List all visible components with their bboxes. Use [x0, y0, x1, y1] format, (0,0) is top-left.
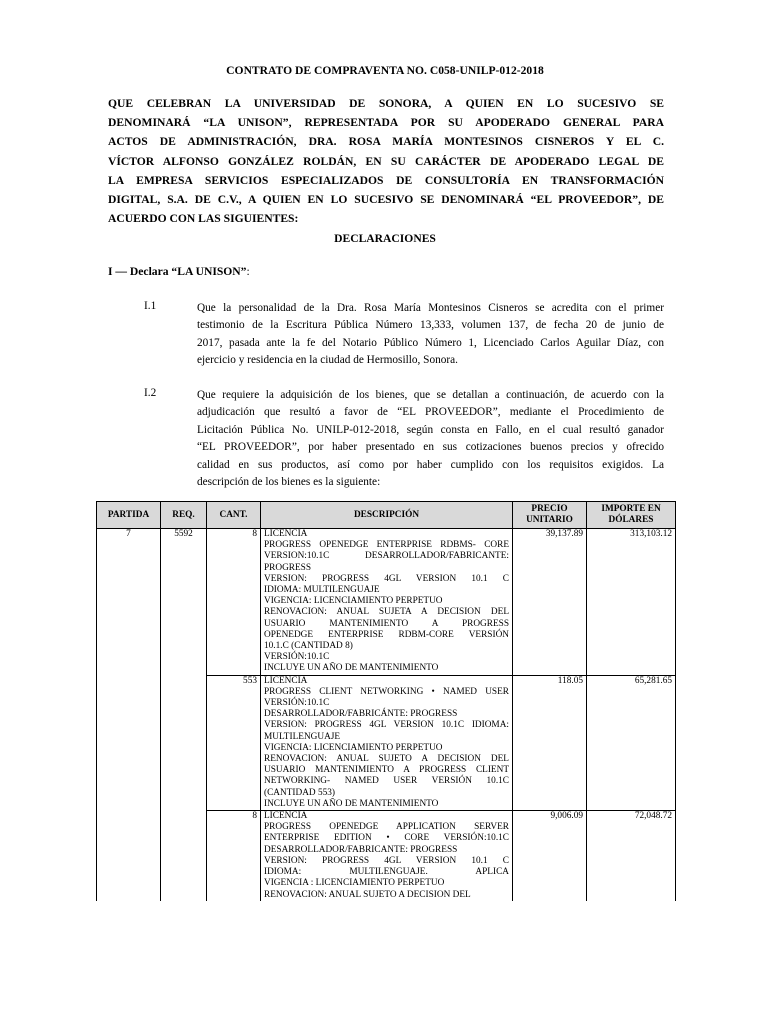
cell-descripcion: [261, 675, 513, 810]
description-line: 10.1.C (CANTIDAD 8): [264, 641, 353, 652]
col-header-req: REQ.: [161, 502, 207, 529]
description-line: VIGENCIA: LICENCIAMIENTO PERPETUO: [264, 742, 443, 753]
description-line: RENOVACION: ANUAL SUJETA A DECISION DEL: [264, 607, 509, 618]
description-line: DESARROLLADOR/FABRICÁNTE: PROGRESS: [264, 709, 458, 720]
description-line: INCLUYE UN AÑO DE MANTENIMIENTO: [264, 663, 439, 674]
description-line: MULTILENGUAJE: [264, 731, 341, 742]
cell-precio-unitario: 39,137.89: [513, 529, 587, 676]
col-header-precio-line2: UNITARIO: [526, 515, 573, 525]
col-header-cant: CANT.: [207, 502, 261, 529]
clause-line: 2017, pasada ante la fe del Notario Público Número 1, Licenciado Carlos Aguilar Díaz, con: [197, 336, 664, 349]
description-line: RENOVACION: ANUAL SUJETO A DECISION DEL: [264, 754, 509, 765]
cell-partida: [97, 675, 161, 810]
description-line: LICENCIA: [264, 675, 308, 686]
description-line: LICENCIA: [264, 529, 308, 539]
description-line: VERSIÓN:10.1C: [264, 652, 330, 663]
cell-partida: 7: [97, 529, 161, 676]
description-line: PROGRESS CLIENT NETWORKING • NAMED USER: [264, 686, 509, 697]
clause-line: Que la personalidad de la Dra. Rosa María Montesinos Cisneros se acredita con el primer: [197, 302, 664, 314]
clause-text: [197, 300, 664, 370]
clause-line: “EL PROVEEDOR”, por haber presentado en sus cotizaciones buenos precios y ofrecido: [197, 441, 664, 454]
table-row: [97, 529, 676, 676]
description-line: IDIOMA: MULTILENGUAJE: [264, 585, 380, 596]
preamble-line: QUE CELEBRAN LA UNIVERSIDAD DE SONORA, A QUIEN EN LO SUCESIVO SE: [108, 97, 664, 110]
declaration-unison-colon: :: [246, 265, 250, 278]
clause-line: ejercicio y residencia en la ciudad de Hermosillo, Sonora.: [197, 354, 458, 367]
description-line: VIGENCIA : LICENCIAMIENTO PERPETUO: [264, 878, 445, 889]
cell-req: [161, 811, 207, 901]
description-line: ENTERPRISE EDITION • CORE VERSIÓN:10.1C: [264, 833, 509, 844]
description-line: IDIOMA: MULTILENGUAJE. APLICA: [264, 867, 509, 878]
clause-text: [197, 387, 664, 491]
goods-table: [96, 501, 676, 901]
col-header-precio-line1: PRECIO: [531, 504, 568, 514]
declaration-unison-label: I — Declara “LA UNISON”: [108, 265, 247, 278]
preamble-line: LA EMPRESA SERVICIOS ESPECIALIZADOS DE CONSULTORÍA EN TRANSFORMACIÓN: [108, 173, 664, 187]
clause-number: I.1: [144, 300, 157, 312]
cell-cantidad: 8: [207, 811, 261, 901]
description-line: VERSION:10.1C DESARROLLADOR/FABRICANTE:: [264, 551, 509, 562]
col-header-descripcion: DESCRIPCIÓN: [261, 502, 513, 529]
description-line: VERSION: PROGRESS 4GL VERSION 10.1 C: [264, 573, 509, 584]
cell-precio-unitario: 9,006.09: [513, 811, 587, 901]
cell-req: [161, 675, 207, 810]
preamble-line: DIGITAL, S.A. DE C.V., A QUIEN EN LO SUCESIVO SE DENOMINARÁ “EL PROVEEDOR”, DE: [108, 193, 664, 207]
clause-line: calidad en sus productos, así como por haber cumplido con los requisitos exigidos. La: [197, 458, 664, 471]
description-line: NETWORKING- NAMED USER VERSIÓN 10.1C: [264, 776, 509, 787]
col-header-importe-line1: IMPORTE EN: [601, 504, 661, 514]
description-line: (CANTIDAD 553): [264, 787, 336, 798]
cell-req: 5592: [161, 529, 207, 676]
description-line: PROGRESS OPENEDGE APPLICATION SERVER: [264, 822, 509, 833]
description-line: LICENCIA: [264, 811, 308, 822]
description-line: PROGRESS OPENEDGE ENTERPRISE RDBMS- CORE: [264, 540, 509, 551]
clause-line: descripción de los bienes es la siguiente:: [197, 476, 381, 489]
cell-partida: [97, 811, 161, 901]
col-header-importe: [587, 502, 676, 529]
description-line: VERSION: PROGRESS 4GL VERSION 10.1 C: [264, 855, 509, 866]
goods-table-body: [97, 529, 676, 901]
description-line: DESARROLLADOR/FABRICANTE: PROGRESS: [264, 844, 458, 855]
col-header-importe-line2: DÓLARES: [608, 515, 654, 525]
cell-importe: 72,048.72: [587, 811, 676, 901]
preamble-line: ACTOS DE ADMINISTRACIÓN, DRA. ROSA MARÍA MONTESINOS CISNEROS Y EL C.: [108, 135, 664, 149]
clause-line: Que requiere la adquisición de los bienes, que se detallan a continuación, de acuerdo con la: [197, 389, 664, 401]
col-header-precio-unitario: [513, 502, 587, 529]
declarations-heading: DECLARACIONES: [334, 232, 436, 245]
cell-descripcion: [261, 811, 513, 901]
cell-precio-unitario: 118.05: [513, 675, 587, 810]
cell-importe: 65,281.65: [587, 675, 676, 810]
preamble-line: ACUERDO CON LAS SIGUIENTES:: [108, 212, 299, 226]
preamble-line: DENOMINARÁ “LA UNISON”, REPRESENTADA POR SU APODERADO GENERAL PARA: [108, 116, 664, 130]
table-row: [97, 675, 676, 810]
table-row: [97, 811, 676, 901]
description-line: USUARIO MANTENIMIENTO A PROGRESS CLIENT: [264, 765, 509, 776]
description-line: USUARIO MANTENIMIENTO A PROGRESS: [264, 618, 509, 629]
description-line: VIGENCIA: LICENCIAMIENTO PERPETUO: [264, 596, 443, 607]
declaration-unison-heading: [108, 265, 250, 278]
clause-number: I.2: [144, 387, 157, 399]
description-line: INCLUYE UN AÑO DE MANTENIMIENTO: [264, 798, 439, 809]
contract-preamble: [108, 94, 664, 228]
clause-line: adjudicación que resultó a favor de “EL PROVEEDOR”, mediante el Procedimiento de: [197, 406, 664, 419]
description-line: VERSION: PROGRESS 4GL VERSION 10.1C IDIOMA:: [264, 720, 509, 731]
description-line: PROGRESS: [264, 562, 312, 573]
col-header-partida: PARTIDA: [97, 502, 161, 529]
contract-title: CONTRATO DE COMPRAVENTA NO. C058-UNILP-012-2018: [226, 64, 544, 77]
cell-importe: 313,103.12: [587, 529, 676, 676]
cell-cantidad: 553: [207, 675, 261, 810]
description-line: RENOVACION: ANUAL SUJETO A DECISION DEL: [264, 889, 471, 900]
clause-line: testimonio de la Escritura Pública Número 13,333, volumen 137, de fecha 20 de junio de: [197, 319, 664, 332]
description-line: VERSIÓN:10.1C: [264, 698, 330, 709]
description-line: OPENEDGE ENTERPRISE RDBM-CORE VERSIÓN: [264, 629, 509, 640]
cell-cantidad: 8: [207, 529, 261, 676]
clause-line: Licitación Pública No. UNILP-012-2018, según consta en Fallo, en el cual resultó ganador: [197, 423, 664, 436]
table-header-row: [97, 502, 676, 529]
preamble-line: VÍCTOR ALFONSO GONZÁLEZ ROLDÁN, EN SU CARÁCTER DE APODERADO LEGAL DE: [108, 154, 664, 168]
cell-descripcion: [261, 529, 513, 676]
